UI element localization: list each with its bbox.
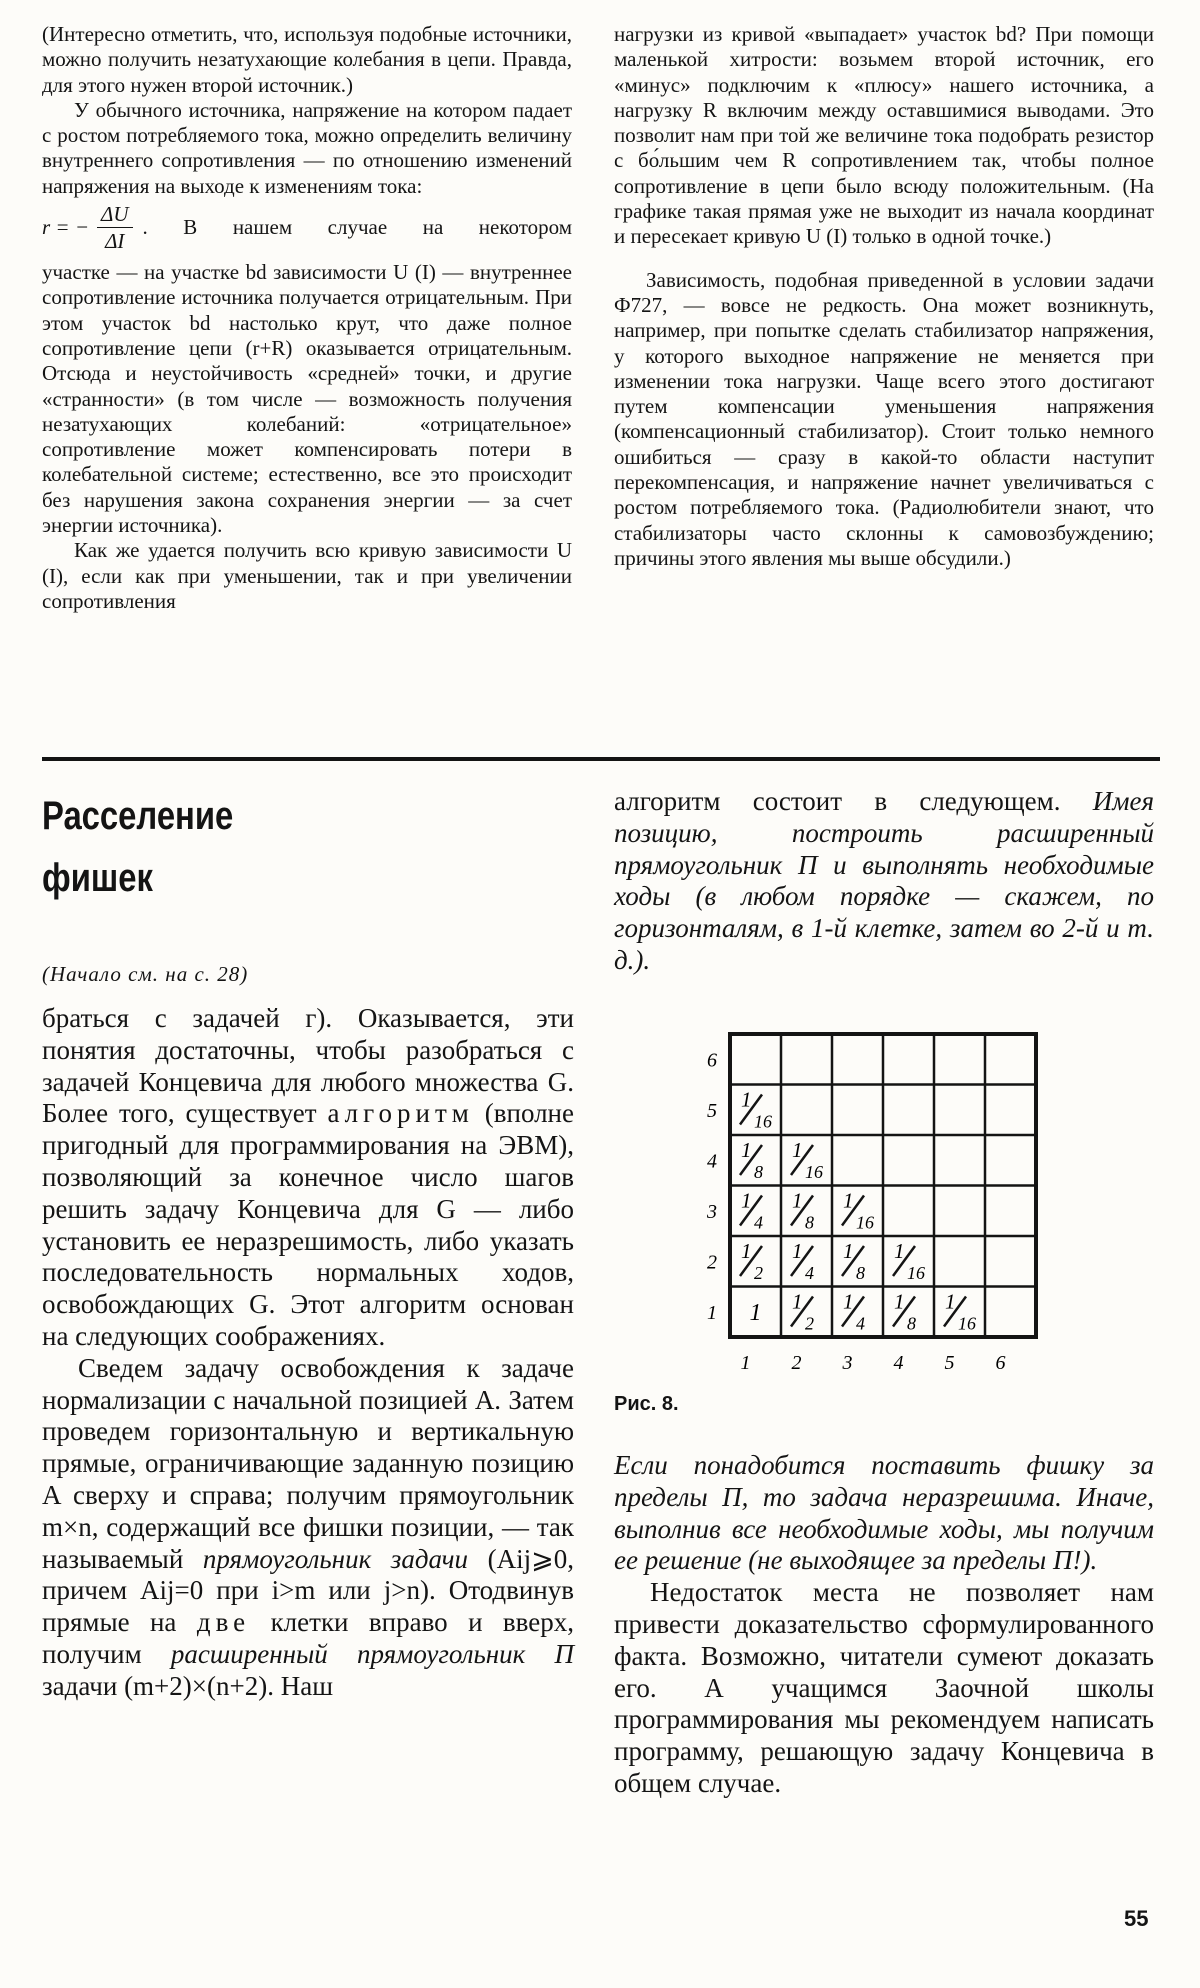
grid-cell-value (842, 1189, 874, 1233)
article-title-line: фишек (42, 856, 153, 900)
row-label: 4 (707, 1150, 717, 1173)
row-label: 1 (707, 1301, 717, 1324)
grid-cell-value (791, 1189, 814, 1233)
italic-term: прямоугольник задачи (202, 1543, 469, 1574)
formula-text: . В нашем случае на некотором (142, 214, 572, 239)
text-run: (Aij⩾0, причем Aij=0 при i>m или j>n). Отодвинув прямые на (42, 1543, 575, 1638)
cell-denominator: 4 (805, 1263, 814, 1283)
text-run: клетки вправо и вверх, получим (42, 1607, 575, 1669)
section-divider (42, 757, 1160, 761)
paragraph: Как же удается получить всю кривую зависимости U (I), если как при уменьшении, так и при увеличении сопротивления (42, 538, 572, 613)
grid-cell-value (944, 1290, 976, 1334)
column-label: 1 (740, 1352, 751, 1374)
figure-caption: Рис. 8. (614, 1393, 679, 1415)
article-right-column-continued (614, 1450, 1154, 1800)
formula-fraction (97, 201, 133, 254)
formula-denominator: ΔI (105, 229, 125, 254)
paragraph: Недостаток места не позволяет нам привести доказательство сформулированного факта. Возможно, читатели сумеют доказать его. А учащимся Заочной школы программирования мы рекомендуем написать программу, решающую задачу Концевича в общем случае. (614, 1577, 1154, 1798)
cell-numerator: 1 (843, 1289, 854, 1314)
spaced-term: две (196, 1607, 251, 1638)
spaced-term: алгоритм (327, 1098, 474, 1129)
paragraph: Если понадобится поставить фишку за пределы П, то задача неразрешима. Иначе, выполнив все необходимые ходы, мы получим ее решение (не выходящее за пределы П!). (614, 1450, 1154, 1576)
cell-numerator: 1 (945, 1289, 956, 1314)
grid-cell-value (740, 1239, 763, 1283)
figure-8-grid (610, 1016, 1050, 1406)
row-label: 2 (707, 1251, 717, 1274)
resistance-formula (42, 201, 572, 254)
cell-numerator: 1 (843, 1239, 854, 1263)
grid-cell-value (842, 1290, 865, 1334)
cell-numerator: 1 (741, 1239, 752, 1263)
grid-cell-value (740, 1088, 772, 1132)
cell-numerator: 1 (792, 1239, 803, 1263)
cell-numerator: 1 (894, 1239, 905, 1263)
article-continuation-note: (Начало см. на с. 28) (42, 962, 249, 986)
cell-numerator: 1 (792, 1138, 803, 1162)
cell-denominator: 16 (958, 1313, 976, 1334)
cell-denominator: 4 (856, 1313, 865, 1334)
text-run: задачи (m+2)×(n+2). Наш (42, 1670, 333, 1701)
cell-denominator: 2 (754, 1263, 763, 1283)
paragraph: Зависимость, подобная приведенной в условии задачи Ф727, — вовсе не редкость. Она может возникнуть, например, при попытке сделать стабилизатор напряжения, у которого выходное напряжение не меняется при изменении тока нагрузки. Чаще всего этого достигают путем компенсации уменьшения напряжения (компенсационный стабилизатор). Стоит только немного ошибиться — сразу в какой-то области наступит перекомпенсация, и напряжение начнет увеличиваться с ростом потребляемого тока. (Радиолюбители знают, что стабилизаторы часто склонны к самовозбуждению; причины этого явления мы выше обсудили.) (614, 267, 1154, 570)
cell-denominator: 16 (907, 1263, 925, 1283)
cell-numerator: 1 (843, 1188, 854, 1213)
column-label: 4 (893, 1352, 904, 1374)
cell-numerator: 1 (792, 1289, 803, 1314)
cell-denominator: 16 (754, 1111, 772, 1132)
row-label: 5 (707, 1099, 717, 1122)
italic-run: Имея позицию, построить расширенный прямоугольник П и выполнять необходимые ходы (в любом порядке — скажем, по горизонталям, в 1-й клетке, затем во 2-й и т. д.). (614, 786, 1154, 975)
cell-denominator: 2 (805, 1313, 814, 1334)
grid-cell-value (893, 1239, 925, 1283)
cell-numerator: 1 (792, 1188, 803, 1213)
cell-numerator: 1 (741, 1188, 752, 1213)
column-label: 6 (995, 1352, 1006, 1374)
paragraph: (Интересно отметить, что, используя подобные источники, можно получить незатухающие колебания в цепи. Правда, для этого нужен второй источник.) (42, 22, 572, 97)
cell-denominator: 4 (754, 1212, 763, 1233)
grid-cell-value (842, 1239, 865, 1283)
grid-cell-value (791, 1239, 814, 1283)
page-number: 55 (1124, 1906, 1149, 1931)
cell-numerator: 1 (741, 1087, 752, 1112)
italic-term: расширенный прямоугольник П (170, 1638, 574, 1669)
article-left-column (42, 1003, 574, 1703)
row-label: 3 (707, 1200, 717, 1223)
column-label: 2 (791, 1352, 802, 1374)
paragraph: У обычного источника, напряжение на котором падает с ростом потребляемого тока, можно определить величину внутреннего сопротивления — по отношению изменений напряжения на выходе к изменениям тока: (42, 97, 572, 198)
column-label: 3 (842, 1352, 853, 1374)
top-left-column (42, 22, 572, 614)
cell-denominator: 8 (754, 1162, 763, 1182)
article-title (42, 785, 468, 909)
text-run: Сведем задачу освобождения к задаче нормализации с начальной позицией A. Затем проведем горизонтальную и вертикальную прямые, ограничивающие заданную позицию A сверху и справа; получим прямоугольник m×n, содержащий все фишки позиции, — так называемый (42, 1352, 574, 1574)
grid-cell-value (893, 1290, 916, 1334)
cell-denominator: 16 (856, 1212, 874, 1233)
cell-denominator: 8 (907, 1313, 916, 1334)
cell-denominator: 8 (805, 1212, 814, 1233)
formula-numerator: ΔU (97, 201, 133, 228)
grid-cell-value (740, 1138, 763, 1182)
grid-cell-value (750, 1300, 762, 1326)
column-label: 5 (944, 1352, 955, 1374)
cell-denominator: 8 (856, 1263, 865, 1283)
row-label: 6 (707, 1049, 717, 1072)
paragraph: нагрузки из кривой «выпадает» участок bd? При помощи маленькой хитрости: возьмем второй источник, его «минус» подключим к «плюсу» нашего источника, а нагрузку R включим между оставшимися выводами. Это позволит нам при той же величине тока подобрать резистор с бо́льшим чем R сопротивлением так, чтобы полное сопротивление в цепи было всюду положительным. (На графике такая прямая уже не выходит из начала координат и пересекает кривую U (I) только в одной точке.) (614, 22, 1154, 249)
text-run: браться с задачей г). Оказывается, эти понятия достаточны, чтобы разобраться с задачей Концевича для любого множества G. Более того, существует (42, 1003, 574, 1129)
cell-denominator: 16 (805, 1162, 823, 1182)
top-right-column (614, 22, 1154, 571)
grid-cell-value (791, 1138, 823, 1182)
grid-diagram (610, 1016, 1050, 1406)
paragraph: участке — на участке bd зависимости U (I) — внутреннее сопротивление источника получается отрицательным. При этом участок bd настолько крут, что даже полное сопротивление цепи (r+R) оказывается отрицательным. Отсюда и неустойчивость «средней» точки, и другие «странности» (в том числе — возможность получения незатухающих колебаний: «отрицательное» сопротивление может компенсировать потери в колебательной системе; естественно, все это происходит без нарушения закона сохранения энергии — за счет энергии источника). (42, 260, 572, 538)
cell-numerator: 1 (894, 1289, 905, 1314)
grid-cell-value (791, 1290, 814, 1334)
grid-cell-value (740, 1189, 763, 1233)
text-run: (вполне пригодный для программирования на ЭВМ), позволяющий за конечное число шагов решить задачу Концевича для G — либо установить ее неразрешимость, либо указать последовательность нормальных ходов, освобождающих G. Этот алгоритм основан на следующих соображениях. (42, 1098, 574, 1351)
cell-numerator: 1 (741, 1138, 752, 1162)
paragraph (42, 1353, 574, 1703)
formula-lhs: r = − (42, 214, 90, 239)
text-run: алгоритм состоит в следующем. (614, 786, 1093, 816)
article-right-column (614, 786, 1154, 977)
paragraph (42, 1003, 574, 1353)
cell-number: 1 (749, 1299, 762, 1326)
article-title-line: Расселение (42, 794, 234, 838)
paragraph (614, 786, 1154, 977)
